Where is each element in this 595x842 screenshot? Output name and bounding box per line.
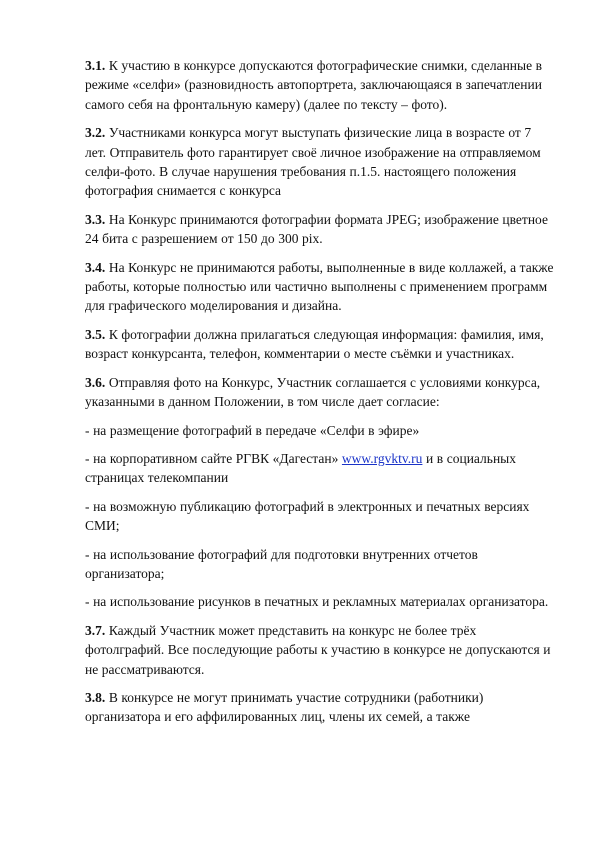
clause-text: К фотографии должна прилагаться следующая информация: фамилия, имя, возраст конкурсанта, телефон, комментарии о месте съёмки и участниках.: [85, 326, 544, 362]
clause-3-4: [85, 258, 555, 316]
clause-3-6: [85, 373, 555, 412]
clause-text: На Конкурс принимаются фотографии формата JPEG; изображение цветное 24 бита с разрешением от 150 до 300 pix.: [85, 211, 548, 247]
clause-text: На Конкурс не принимаются работы, выполненные в виде коллажей, а также работы, которые полностью или частично выполнены с применением программ для графического моделирования и дизайна.: [85, 259, 554, 314]
consent-item-website: [85, 449, 555, 488]
consent-item-broadcast: [85, 421, 555, 440]
clause-3-8: [85, 688, 555, 727]
website-link[interactable]: www.rgvktv.ru: [341, 450, 423, 466]
consent-text: - на использование фотографий для подготовки внутренних отчетов организатора;: [85, 546, 478, 581]
clause-3-3: [85, 210, 555, 249]
document-page: [85, 56, 555, 736]
clause-number: 3.3.: [85, 211, 106, 227]
clause-text: В конкурсе не могут принимать участие сотрудники (работники) организатора и его аффилированных лиц, члены их семей, а также: [85, 689, 484, 725]
clause-number: 3.1.: [85, 58, 106, 73]
clause-3-5: [85, 325, 555, 364]
consent-item-reports: [85, 545, 555, 584]
clause-number: 3.5.: [85, 326, 106, 342]
clause-number: 3.8.: [85, 689, 106, 705]
consent-text: - на возможную публикацию фотографий в электронных и печатных версиях СМИ;: [85, 498, 530, 534]
consent-text-after-link: и в социальных страницах телекомпании: [85, 450, 516, 486]
clause-number: 3.2.: [85, 125, 106, 141]
clause-text: К участию в конкурсе допускаются фотографические снимки, сделанные в режиме «селфи» (разновидность автопортрета, заключающаяся в запечатлении самого себя на фронтальную камеру) (далее по тексту – фото).: [85, 58, 543, 112]
clause-text: Каждый Участник может представить на конкурс не более трёх фотолграфий. Все последующие работы к участию в конкурсе не допускаются и не рассматриваются.: [85, 622, 551, 677]
consent-item-media: [85, 497, 555, 536]
consent-item-advertising: [85, 592, 555, 611]
consent-text: - на размещение фотографий в передаче «Селфи в эфире»: [85, 422, 420, 438]
clause-number: 3.7.: [85, 622, 106, 638]
clause-3-1: [85, 56, 555, 114]
clause-number: 3.6.: [85, 374, 106, 390]
consent-text-before-link: - на корпоративном сайте РГВК «Дагестан»: [85, 450, 342, 466]
clause-3-2: [85, 123, 555, 201]
clause-text: Отправляя фото на Конкурс, Участник соглашается с условиями конкурса, указанными в данном Положении, в том числе дает согласие:: [85, 374, 541, 410]
clause-3-7: [85, 621, 555, 679]
consent-text: - на использование рисунков в печатных и рекламных материалах организатора.: [85, 594, 549, 610]
clause-number: 3.4.: [85, 259, 106, 275]
clause-text: Участниками конкурса могут выступать физические лица в возрасте от 7 лет. Отправитель фото гарантирует своё личное изображение на отправляемом селфи-фото. В случае нарушения требования п.1.5. настоящего положения фотография снимается с конкурса: [85, 125, 541, 199]
